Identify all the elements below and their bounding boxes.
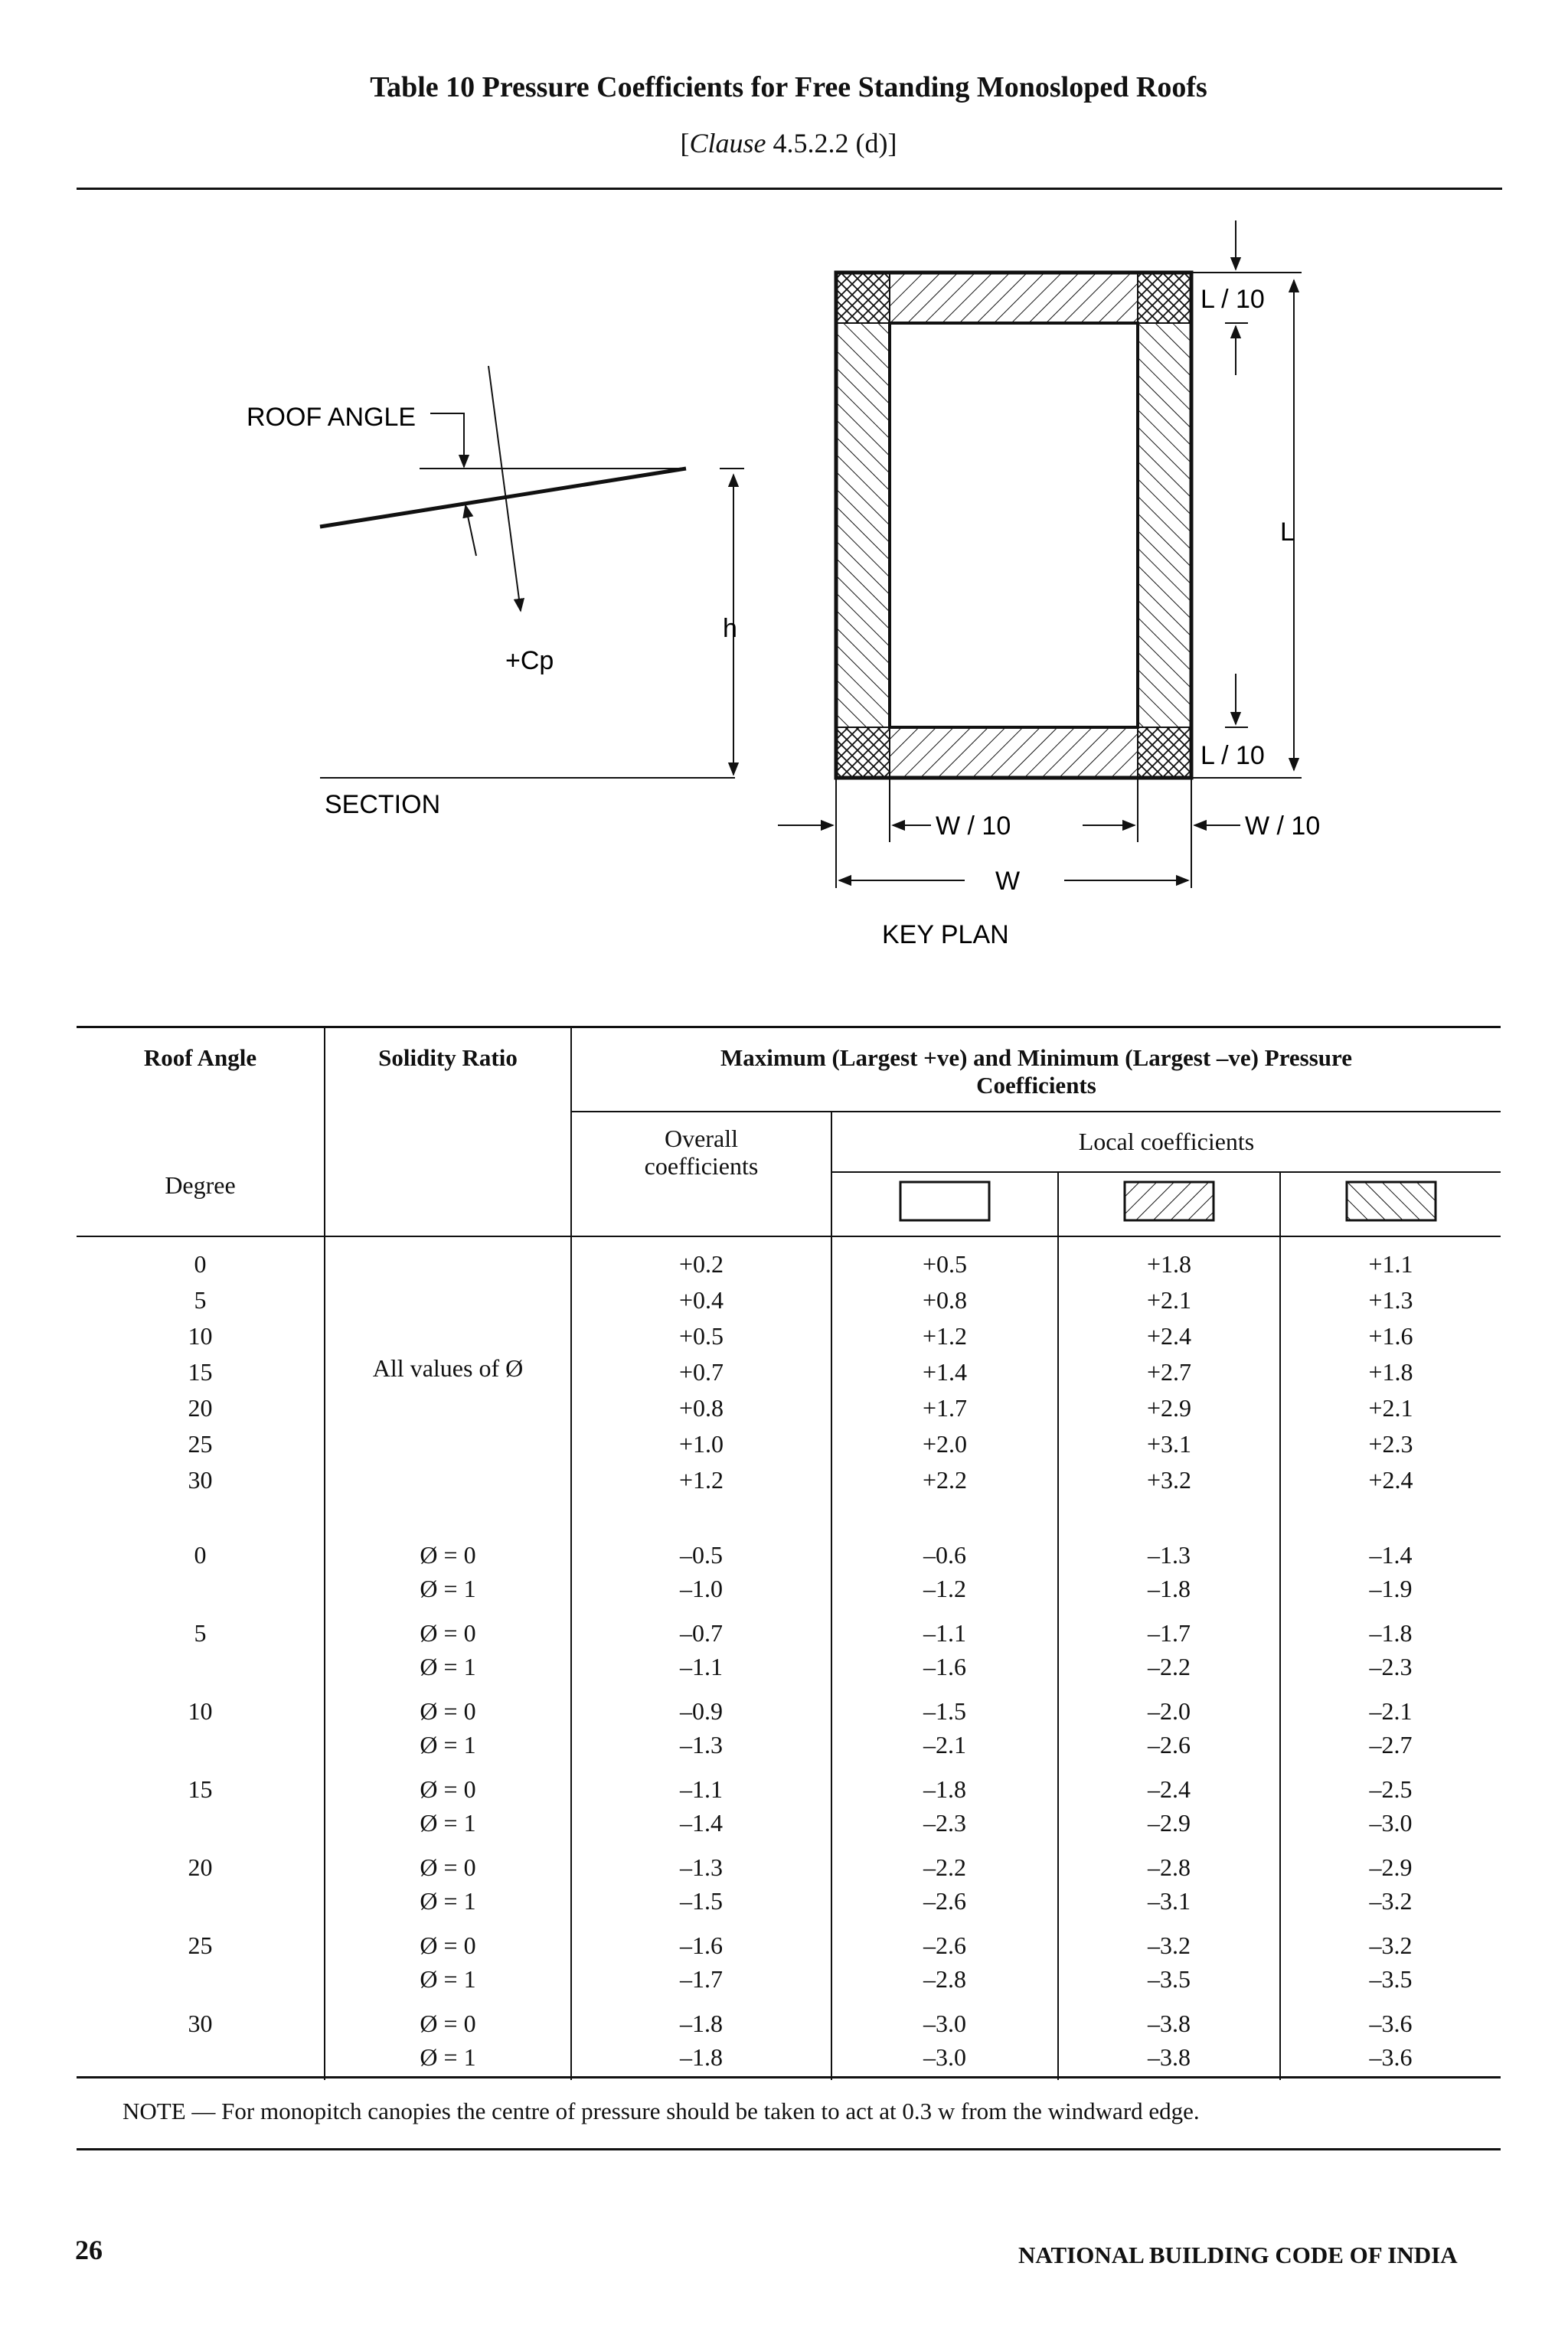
table-cell: 15	[188, 1775, 213, 1803]
table-cell: Ø = 0	[420, 1932, 476, 1959]
table-cell: –1.7	[680, 1965, 723, 1993]
table-cell: –1.0	[680, 1575, 723, 1602]
table-cell: –2.9	[1148, 1809, 1191, 1837]
clause-word: Clause	[689, 128, 766, 158]
table-cell: –0.5	[680, 1541, 723, 1569]
positive-crosshatched	[1280, 1236, 1501, 1529]
table-cell: Ø = 0	[420, 1697, 476, 1725]
table-cell: Ø = 1	[420, 2043, 476, 2071]
negative-block	[77, 1529, 1501, 2080]
table-cell: –3.8	[1148, 2043, 1191, 2071]
table-cell: –1.4	[1369, 1541, 1413, 1569]
crosshatched-edge-icon	[1345, 1180, 1437, 1222]
negative-angles	[77, 1529, 325, 2080]
table-cell: +1.2	[678, 1466, 724, 1494]
positive-solidity	[325, 1236, 571, 1529]
plain-zone-icon	[899, 1180, 991, 1222]
note-rule	[77, 2148, 1501, 2150]
table-cell: Ø = 1	[420, 1965, 476, 1993]
roof-angle-header	[77, 1026, 325, 1236]
table-cell: –3.6	[1369, 2043, 1413, 2071]
table-cell: –2.6	[923, 1887, 966, 1915]
w10-left-label: W / 10	[936, 811, 1011, 841]
table-cell: –2.8	[923, 1965, 966, 1993]
clause-number: 4.5.2.2 (d)	[773, 128, 888, 158]
table-cell: –1.2	[923, 1575, 966, 1602]
table-title: Table 10 Pressure Coefficients for Free Standing Monosloped Roofs	[370, 71, 1207, 103]
table-cell: –1.8	[923, 1775, 966, 1803]
local-coefficients-heading: Local coefficients	[1078, 1128, 1255, 1155]
table-cell: Ø = 1	[420, 1653, 476, 1680]
table-cell: –3.0	[923, 2010, 966, 2037]
table-cell: –2.0	[1148, 1697, 1191, 1725]
cp-arrow	[488, 366, 521, 611]
table-cell: –2.7	[1369, 1731, 1413, 1758]
coefficient-table	[77, 1026, 1501, 2080]
table-cell: –2.3	[1369, 1653, 1413, 1680]
cp-label: +Cp	[505, 646, 554, 675]
max-min-header	[571, 1026, 1501, 1112]
table-cell: –2.6	[923, 1932, 966, 1959]
table-cell: 15	[188, 1358, 213, 1386]
edge-zone-bottom	[890, 727, 1138, 778]
figure-diagram	[0, 0, 1568, 1018]
table-cell: +1.4	[922, 1358, 968, 1386]
table-cell: +2.2	[922, 1466, 968, 1494]
table-cell: +2.9	[1146, 1394, 1192, 1422]
table-cell: –3.5	[1369, 1965, 1413, 1993]
w-label: W	[995, 867, 1021, 896]
angle-arrow-lower	[466, 505, 476, 556]
crosshatched-zone-key	[1280, 1172, 1501, 1236]
table-cell: 0	[194, 1250, 207, 1278]
edge-zone-right	[1138, 323, 1191, 727]
key-plan-drawing	[836, 273, 1191, 778]
table-cell: +1.8	[1146, 1250, 1192, 1278]
table-cell: –2.1	[923, 1731, 966, 1758]
table-cell: +0.5	[678, 1322, 724, 1350]
table-cell: 10	[188, 1322, 213, 1350]
roof-angle-leader	[430, 413, 464, 467]
table-cell: 5	[194, 1619, 207, 1647]
table-cell: Ø = 0	[420, 1775, 476, 1803]
table-cell: –2.2	[923, 1853, 966, 1881]
l10-top-label: L / 10	[1200, 285, 1265, 314]
table-cell: +3.1	[1146, 1430, 1192, 1458]
table-cell: 20	[188, 1853, 213, 1881]
table-cell: +2.7	[1146, 1358, 1192, 1386]
roof-angle-heading: Roof Angle	[143, 1044, 257, 1071]
table-cell: 30	[188, 1466, 213, 1494]
table-cell: Ø = 1	[420, 1731, 476, 1758]
table-cell: –3.2	[1148, 1932, 1191, 1959]
solidity-ratio-header	[325, 1026, 571, 1236]
table-cell: –3.2	[1369, 1932, 1413, 1959]
key-plan-label: KEY PLAN	[882, 920, 1009, 949]
corner-zone-tr	[1138, 273, 1191, 323]
table-cell: –1.8	[680, 2010, 723, 2037]
table-cell: –3.2	[1369, 1887, 1413, 1915]
negative-overall	[571, 1529, 831, 2080]
table-cell: All values of Ø	[372, 1354, 524, 1382]
table-cell: +1.6	[1368, 1322, 1413, 1350]
positive-block	[77, 1236, 1501, 1529]
table-cell: +0.7	[678, 1358, 724, 1386]
table-cell: –2.4	[1148, 1775, 1191, 1803]
edge-zone-left	[836, 323, 890, 727]
table-cell: –1.1	[680, 1653, 723, 1680]
table-cell: +3.2	[1146, 1466, 1192, 1494]
hatched-edge-icon	[1123, 1180, 1215, 1222]
table-cell: +2.3	[1368, 1430, 1413, 1458]
negative-solidity	[325, 1529, 571, 2080]
table-cell: +2.0	[922, 1430, 968, 1458]
table-cell: –2.1	[1369, 1697, 1413, 1725]
table-cell: –1.3	[680, 1731, 723, 1758]
table-cell: –3.8	[1148, 2010, 1191, 2037]
table-cell: –1.3	[1148, 1541, 1191, 1569]
solidity-ratio-heading: Solidity Ratio	[378, 1044, 518, 1071]
table-cell: Ø = 0	[420, 1619, 476, 1647]
table-cell: –0.7	[680, 1619, 723, 1647]
section-label: SECTION	[325, 790, 441, 819]
footer-title: NATIONAL BUILDING CODE OF INDIA	[1018, 2242, 1458, 2268]
negative-plain	[831, 1529, 1058, 2080]
table-cell: –1.3	[680, 1853, 723, 1881]
table-cell: –3.0	[923, 2043, 966, 2071]
overall-coefficients-header	[571, 1112, 831, 1236]
edge-zone-top	[890, 273, 1138, 323]
table-cell: +0.8	[922, 1286, 968, 1314]
w10-right-label: W / 10	[1245, 811, 1321, 841]
table-cell: Ø = 0	[420, 2010, 476, 2037]
page-number: 26	[75, 2235, 103, 2265]
h-label: h	[723, 614, 737, 643]
table-cell: +1.0	[678, 1430, 724, 1458]
table-cell: –2.5	[1369, 1775, 1413, 1803]
table-cell: –2.8	[1148, 1853, 1191, 1881]
table-cell: –1.6	[680, 1932, 723, 1959]
table-cell: –2.6	[1148, 1731, 1191, 1758]
table-cell: +2.1	[1368, 1394, 1413, 1422]
table-cell: +0.2	[678, 1250, 724, 1278]
table-cell: +1.3	[1368, 1286, 1413, 1314]
table-cell: +2.1	[1146, 1286, 1192, 1314]
table-cell: –1.1	[923, 1619, 966, 1647]
table-cell: 0	[194, 1541, 207, 1569]
table-cell: +0.4	[678, 1286, 724, 1314]
table-cell: –1.5	[680, 1887, 723, 1915]
l10-bottom-label: L / 10	[1200, 741, 1265, 770]
table-cell: 10	[188, 1697, 213, 1725]
table-cell: –3.5	[1148, 1965, 1191, 1993]
l-label: L	[1280, 518, 1295, 547]
inner-outline	[890, 323, 1138, 727]
corner-zone-bl	[836, 727, 890, 778]
table-cell: Ø = 0	[420, 1541, 476, 1569]
table-cell: –1.9	[1369, 1575, 1413, 1602]
table-cell: –1.7	[1148, 1619, 1191, 1647]
table-cell: –3.6	[1369, 2010, 1413, 2037]
degree-heading: Degree	[165, 1171, 236, 1199]
table-cell: –1.8	[680, 2043, 723, 2071]
table-note: NOTE — For monopitch canopies the centre of pressure should be taken to act at 0.3 w from the windward edge.	[122, 2098, 1200, 2124]
table-cell: –0.6	[923, 1541, 966, 1569]
overall-coefficients-heading: Overall coefficients	[644, 1125, 759, 1180]
positive-plain	[831, 1236, 1058, 1529]
table-cell: +2.4	[1146, 1322, 1192, 1350]
table-cell: Ø = 0	[420, 1853, 476, 1881]
table-cell: +0.5	[922, 1250, 968, 1278]
table-cell: –1.4	[680, 1809, 723, 1837]
roof-angle-label: ROOF ANGLE	[247, 403, 416, 432]
positive-angles	[77, 1236, 325, 1529]
plain-zone-key	[831, 1172, 1058, 1236]
table-cell: Ø = 1	[420, 1575, 476, 1602]
table-cell: +2.4	[1368, 1466, 1413, 1494]
table-cell: +1.7	[922, 1394, 968, 1422]
table-cell: +1.8	[1368, 1358, 1413, 1386]
clause-reference: [Clause 4.5.2.2 (d)]	[680, 128, 897, 158]
table-cell: –3.1	[1148, 1887, 1191, 1915]
table-cell: –1.1	[680, 1775, 723, 1803]
corner-zone-tl	[836, 273, 890, 323]
table-cell: –1.5	[923, 1697, 966, 1725]
table-cell: Ø = 1	[420, 1809, 476, 1837]
table-cell: +1.2	[922, 1322, 968, 1350]
table-cell: –2.3	[923, 1809, 966, 1837]
positive-hatched	[1058, 1236, 1280, 1529]
negative-hatched	[1058, 1529, 1280, 2080]
positive-overall	[571, 1236, 831, 1529]
table-cell: –2.9	[1369, 1853, 1413, 1881]
max-min-heading: Maximum (Largest +ve) and Minimum (Largest –ve) Pressure Coefficients	[720, 1044, 1352, 1099]
table-cell: 25	[188, 1430, 213, 1458]
table-cell: –1.8	[1148, 1575, 1191, 1602]
table-bottom-rule	[77, 2076, 1501, 2078]
table-cell: 20	[188, 1394, 213, 1422]
table-cell: 5	[194, 1286, 207, 1314]
table-cell: +1.1	[1368, 1250, 1413, 1278]
table-cell: Ø = 1	[420, 1887, 476, 1915]
local-coefficients-header	[831, 1112, 1501, 1172]
corner-zone-br	[1138, 727, 1191, 778]
hatched-zone-key	[1058, 1172, 1280, 1236]
table-cell: –0.9	[680, 1697, 723, 1725]
table-cell: –2.2	[1148, 1653, 1191, 1680]
negative-crosshatched	[1280, 1529, 1501, 2080]
table-cell: –3.0	[1369, 1809, 1413, 1837]
table-cell: 25	[188, 1932, 213, 1959]
table-cell: +0.8	[678, 1394, 724, 1422]
table-cell: –1.6	[923, 1653, 966, 1680]
table-cell: 30	[188, 2010, 213, 2037]
table-cell: –1.8	[1369, 1619, 1413, 1647]
